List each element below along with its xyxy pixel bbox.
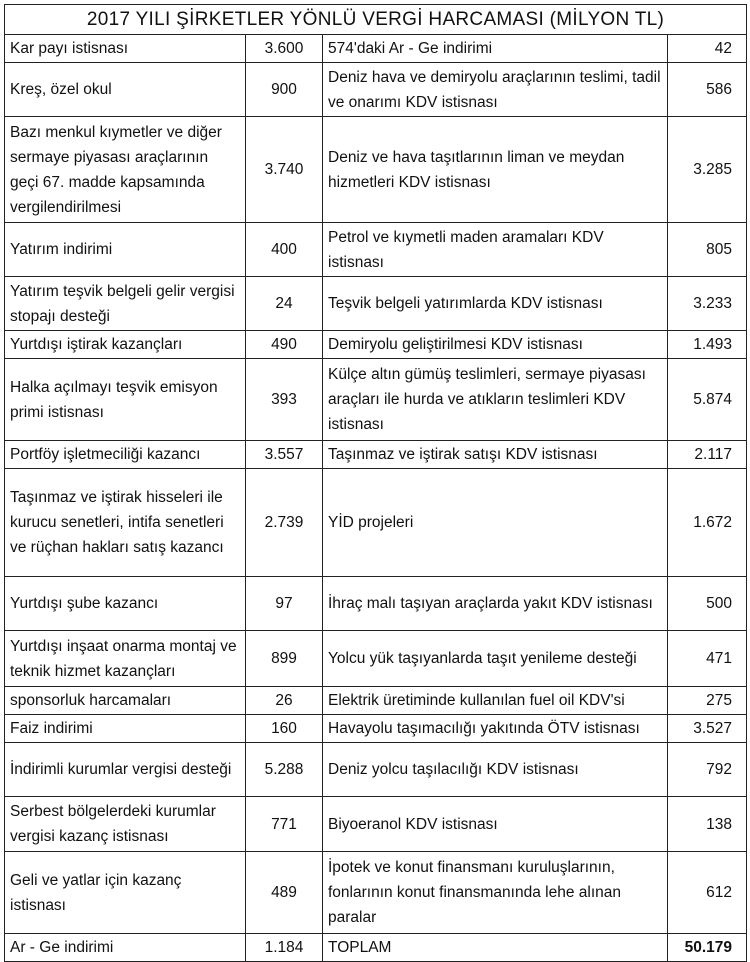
right-item-value: 471: [668, 631, 747, 687]
table-row: [5, 331, 747, 359]
table-row: [5, 35, 747, 63]
right-item-value: 5.874: [668, 359, 747, 441]
left-item-value: 490: [246, 331, 323, 359]
table-row: [5, 797, 747, 852]
left-item-label: Yatırım teşvik belgeli gelir vergisi stopajı desteği: [5, 277, 246, 331]
right-item-value: 805: [668, 223, 747, 277]
right-item-label: İpotek ve konut finansmanı kuruluşlarının, fonlarının konut finansmanında lehe alınan paralar: [323, 852, 668, 934]
right-item-value: 792: [668, 743, 747, 797]
table-row: [5, 631, 747, 687]
left-item-label: Portföy işletmeciliği kazancı: [5, 441, 246, 469]
right-item-value: 2.117: [668, 441, 747, 469]
table-row: [5, 577, 747, 631]
left-item-value: 899: [246, 631, 323, 687]
left-item-value: 489: [246, 852, 323, 934]
left-item-label: Ar - Ge indirimi: [5, 934, 246, 962]
total-label: TOPLAM: [323, 934, 668, 962]
table-row: [5, 469, 747, 577]
left-item-label: Bazı menkul kıymetler ve diğer sermaye piyasası araçlarının geçi 67. madde kapsamında vergilendirilmesi: [5, 117, 246, 223]
right-item-value: 42: [668, 35, 747, 63]
left-item-label: Kar payı istisnası: [5, 35, 246, 63]
right-item-label: Deniz yolcu taşılacılığı KDV istisnası: [323, 743, 668, 797]
left-item-label: Kreş, özel okul: [5, 63, 246, 117]
table-row: [5, 441, 747, 469]
right-item-label: 574'daki Ar - Ge indirimi: [323, 35, 668, 63]
right-item-value: 500: [668, 577, 747, 631]
left-item-label: Geli ve yatlar için kazanç istisnası: [5, 852, 246, 934]
left-item-label: Taşınmaz ve iştirak hisseleri ile kurucu senetleri, intifa senetleri ve rüçhan hakları satış kazancı: [5, 469, 246, 577]
table-row-total: [5, 934, 747, 962]
left-item-value: 24: [246, 277, 323, 331]
table-row: [5, 63, 747, 117]
right-item-value: 275: [668, 687, 747, 715]
left-item-label: sponsorluk harcamaları: [5, 687, 246, 715]
right-item-label: Demiryolu geliştirilmesi KDV istisnası: [323, 331, 668, 359]
right-item-value: 586: [668, 63, 747, 117]
table-row: [5, 277, 747, 331]
right-item-label: Yolcu yük taşıyanlarda taşıt yenileme desteği: [323, 631, 668, 687]
table-title-row: [5, 5, 747, 35]
right-item-label: YİD projeleri: [323, 469, 668, 577]
left-item-value: 900: [246, 63, 323, 117]
left-item-value: 2.739: [246, 469, 323, 577]
tax-expenditure-table-container: [4, 4, 746, 962]
left-item-label: Serbest bölgelerdeki kurumlar vergisi kazanç istisnası: [5, 797, 246, 852]
left-item-label: Yurtdışı inşaat onarma montaj ve teknik hizmet kazançları: [5, 631, 246, 687]
right-item-label: Külçe altın gümüş teslimleri, sermaye piyasası araçları ile hurda ve atıkların teslimleri KDV istisnası: [323, 359, 668, 441]
left-item-value: 3.557: [246, 441, 323, 469]
left-item-label: Yurtdışı iştirak kazançları: [5, 331, 246, 359]
total-value: 50.179: [668, 934, 747, 962]
right-item-value: 3.527: [668, 715, 747, 743]
right-item-value: 3.285: [668, 117, 747, 223]
right-item-label: Elektrik üretiminde kullanılan fuel oil KDV'si: [323, 687, 668, 715]
table-title: 2017 YILI ŞİRKETLER YÖNLÜ VERGİ HARCAMASI (MİLYON TL): [5, 5, 747, 35]
right-item-value: 3.233: [668, 277, 747, 331]
table-row: [5, 715, 747, 743]
left-item-label: İndirimli kurumlar vergisi desteği: [5, 743, 246, 797]
left-item-label: Halka açılmayı teşvik emisyon primi istisnası: [5, 359, 246, 441]
right-item-value: 1.672: [668, 469, 747, 577]
table-row: [5, 687, 747, 715]
right-item-label: Havayolu taşımacılığı yakıtında ÖTV istisnası: [323, 715, 668, 743]
left-item-value: 26: [246, 687, 323, 715]
right-item-label: Petrol ve kıymetli maden aramaları KDV istisnası: [323, 223, 668, 277]
table-row: [5, 743, 747, 797]
right-item-label: Teşvik belgeli yatırımlarda KDV istisnası: [323, 277, 668, 331]
left-item-value: 97: [246, 577, 323, 631]
table-row: [5, 117, 747, 223]
left-item-value: 3.740: [246, 117, 323, 223]
left-item-value: 5.288: [246, 743, 323, 797]
left-item-value: 1.184: [246, 934, 323, 962]
table-row: [5, 852, 747, 934]
right-item-value: 138: [668, 797, 747, 852]
left-item-value: 771: [246, 797, 323, 852]
right-item-label: Biyoeranol KDV istisnası: [323, 797, 668, 852]
left-item-label: Faiz indirimi: [5, 715, 246, 743]
right-item-value: 612: [668, 852, 747, 934]
left-item-value: 400: [246, 223, 323, 277]
table-row: [5, 359, 747, 441]
left-item-value: 160: [246, 715, 323, 743]
tax-expenditure-table: [4, 4, 747, 962]
right-item-label: İhraç malı taşıyan araçlarda yakıt KDV istisnası: [323, 577, 668, 631]
left-item-label: Yurtdışı şube kazancı: [5, 577, 246, 631]
left-item-value: 393: [246, 359, 323, 441]
right-item-label: Deniz hava ve demiryolu araçlarının teslimi, tadil ve onarımı KDV istisnası: [323, 63, 668, 117]
right-item-value: 1.493: [668, 331, 747, 359]
right-item-label: Deniz ve hava taşıtlarının liman ve meydan hizmetleri KDV istisnası: [323, 117, 668, 223]
left-item-value: 3.600: [246, 35, 323, 63]
left-item-label: Yatırım indirimi: [5, 223, 246, 277]
right-item-label: Taşınmaz ve iştirak satışı KDV istisnası: [323, 441, 668, 469]
table-row: [5, 223, 747, 277]
